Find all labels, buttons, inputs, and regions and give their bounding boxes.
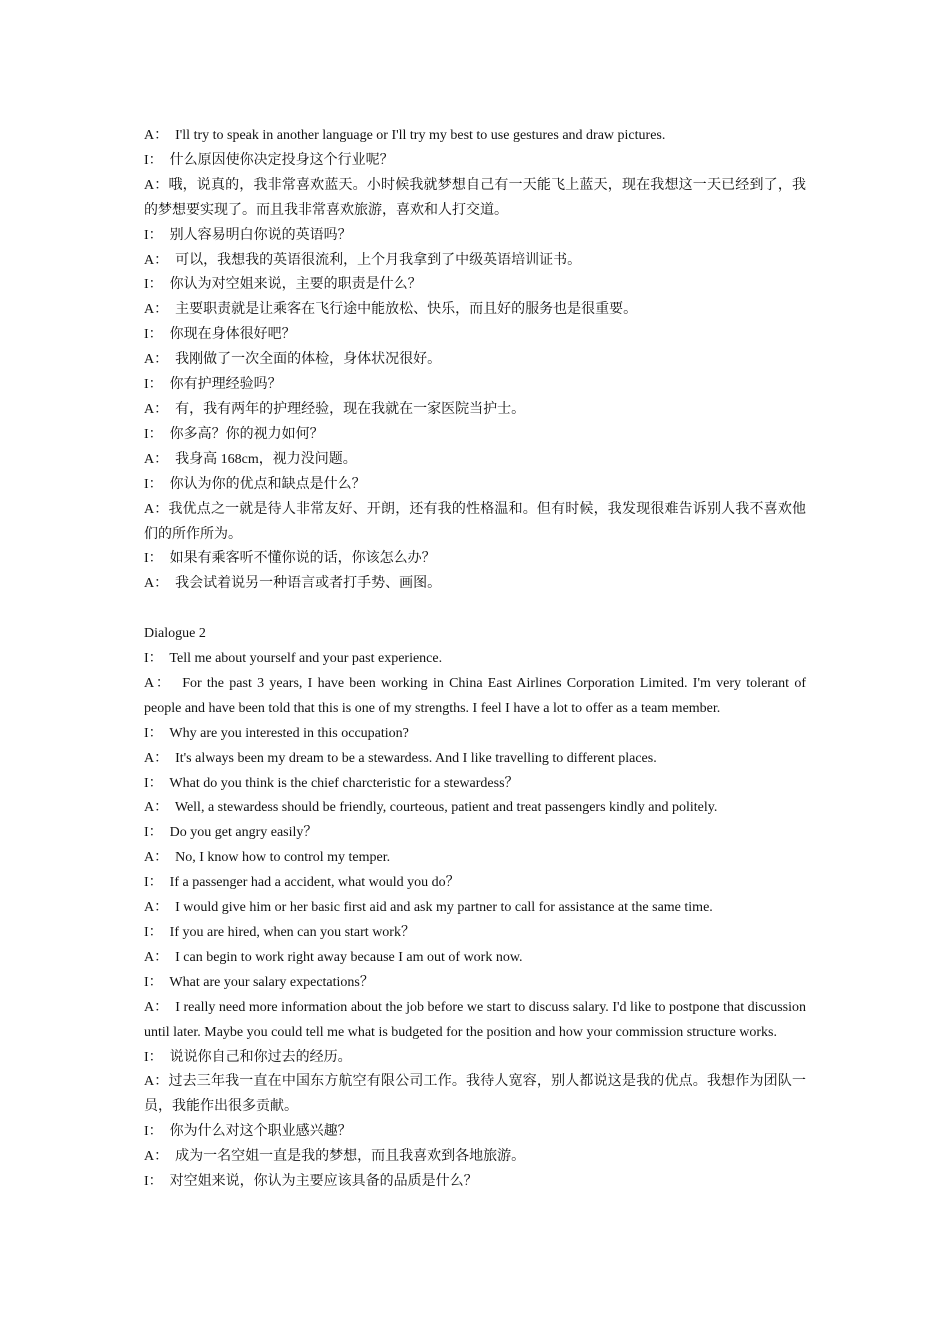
dialogue-line: A： 我刚做了一次全面的体检，身体状况很好。 bbox=[144, 352, 442, 368]
dialogue-line: I： Why are you interested in this occupation? bbox=[144, 725, 409, 741]
dialogue-line: I： 对空姐来说，你认为主要应该具备的品质是什么？ bbox=[144, 1174, 478, 1190]
dialogue-line: A： 可以，我想我的英语很流利，上个月我拿到了中级英语培训证书。 bbox=[144, 252, 582, 268]
dialogue-line: A： 有，我有两年的护理经验，现在我就在一家医院当护士。 bbox=[144, 401, 526, 417]
dialogue-line: I： Tell me about yourself and your past experience. bbox=[144, 651, 443, 667]
dialogue-line: I： 说说你自己和你过去的经历。 bbox=[144, 1049, 352, 1065]
dialogue-line: A：过去三年我一直在中国东方航空有限公司工作。我待人宽容，别人都说这是我的优点。我想作为团队一员，我能作出很多贡献。 bbox=[144, 1074, 806, 1115]
section-heading: Dialogue 2 bbox=[144, 626, 206, 642]
dialogue-line: I： 你为什么对这个职业感兴趣？ bbox=[144, 1124, 352, 1140]
dialogue-line: I： 你现在身体很好吧？ bbox=[144, 327, 296, 343]
dialogue-line: I： 你有护理经验吗？ bbox=[144, 377, 282, 393]
dialogue-line: A： For the past 3 years, I have been working in China East Airlines Corporation Limited. I'm very tolerant of people and have been told that this is one of my strengths. I feel I have a lot to offer as a team member. bbox=[144, 675, 810, 716]
dialogue-line: I： 如果有乘客听不懂你说的话，你该怎么办？ bbox=[144, 551, 436, 567]
dialogue-line: I： 你认为对空姐来说，主要的职责是什么？ bbox=[144, 277, 422, 293]
dialogue-line: A： 成为一名空姐一直是我的梦想，而且我喜欢到各地旅游。 bbox=[144, 1149, 526, 1165]
dialogue-line: I： 什么原因使你决定投身这个行业呢？ bbox=[144, 152, 394, 168]
dialogue-line: I： 别人容易明白你说的英语吗？ bbox=[144, 227, 352, 243]
dialogue-2-section bbox=[144, 622, 810, 1195]
dialogue-1-section bbox=[144, 124, 806, 597]
dialogue-line: I： 你多高？你的视力如何？ bbox=[144, 426, 324, 442]
dialogue-line: A：哦，说真的，我非常喜欢蓝天。小时候我就梦想自己有一天能飞上蓝天，现在我想这一天已经到了，我的梦想要实现了。而且我非常喜欢旅游，喜欢和人打交道。 bbox=[144, 177, 806, 218]
dialogue-line: A： Well, a stewardess should be friendly, courteous, patient and treat passengers kindly and politely. bbox=[144, 800, 718, 816]
dialogue-line: A： It's always been my dream to be a stewardess. And I like travelling to different places. bbox=[144, 750, 657, 766]
dialogue-line: A： 我会试着说另一种语言或者打手势、画图。 bbox=[144, 576, 442, 592]
dialogue-line: A： 我身高 168cm，视力没问题。 bbox=[144, 451, 357, 467]
dialogue-line: I： Do you get angry easily？ bbox=[144, 825, 318, 841]
section-spacer bbox=[144, 597, 806, 622]
dialogue-line: A： No, I know how to control my temper. bbox=[144, 850, 391, 866]
dialogue-line: I： If you are hired, when can you start work？ bbox=[144, 924, 415, 940]
dialogue-line: A： 主要职责就是让乘客在飞行途中能放松、快乐，而且好的服务也是很重要。 bbox=[144, 302, 638, 318]
dialogue-line: A： I can begin to work right away because I am out of work now. bbox=[144, 949, 523, 965]
dialogue-line: A：我优点之一就是待人非常友好、开朗，还有我的性格温和。但有时候，我发现很难告诉别人我不喜欢他们的所作所为。 bbox=[144, 501, 806, 542]
dialogue-line: I： If a passenger had a accident, what would you do？ bbox=[144, 875, 460, 891]
dialogue-line: I： What do you think is the chief charcteristic for a stewardess？ bbox=[144, 775, 519, 791]
dialogue-line: I： 你认为你的优点和缺点是什么？ bbox=[144, 476, 366, 492]
dialogue-line: A： I'll try to speak in another language or I'll try my best to use gestures and draw pictures. bbox=[144, 128, 666, 143]
document-page bbox=[144, 124, 810, 1195]
dialogue-line: I： What are your salary expectations？ bbox=[144, 974, 374, 990]
dialogue-line: A： I really need more information about the job before we start to discuss salary. I'd like to postpone that discussion until later. Maybe you could tell me what is budgeted for the position and how your commission structure works. bbox=[144, 999, 810, 1040]
dialogue-line: A： I would give him or her basic first aid and ask my partner to call for assistance at the same time. bbox=[144, 900, 713, 916]
